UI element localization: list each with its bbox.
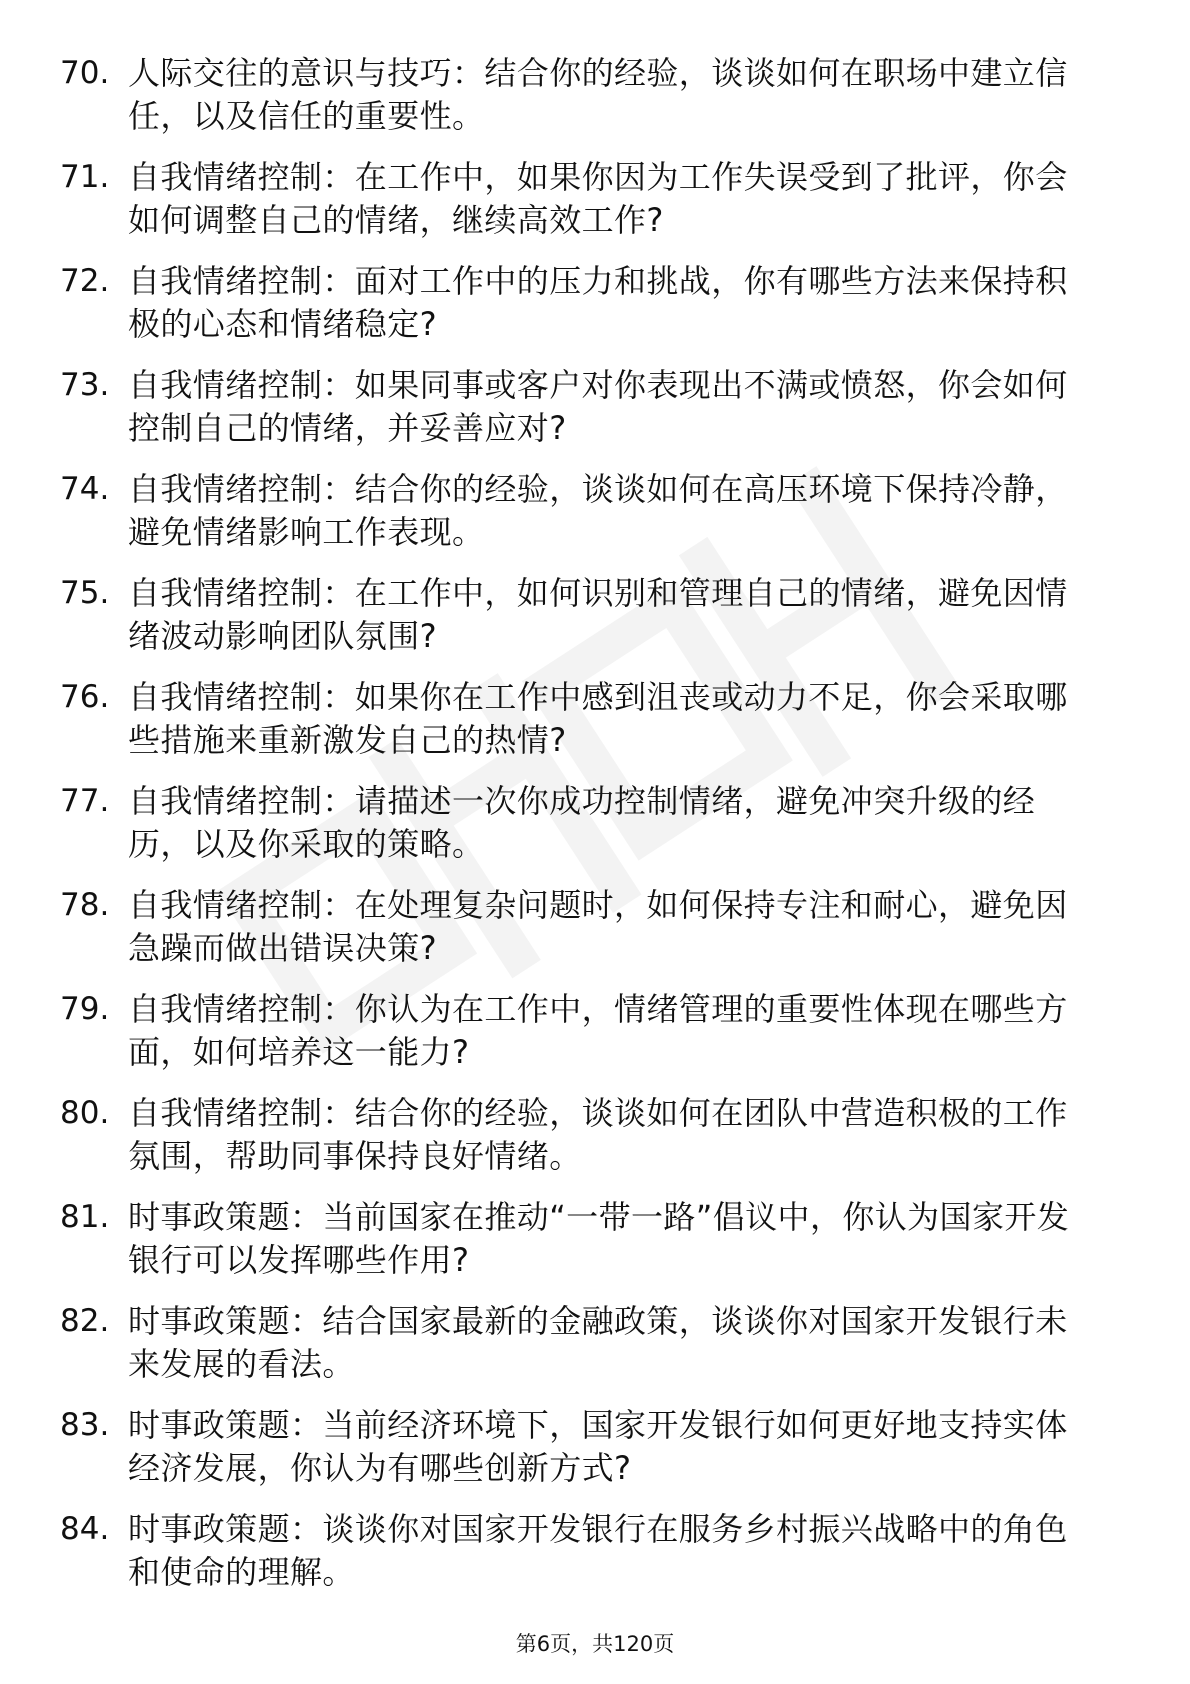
question-text: 自我情绪控制：面对工作中的压力和挑战，你有哪些方法来保持积极的心态和情绪稳定? — [128, 262, 1068, 343]
question-number: 79. — [60, 991, 110, 1027]
question-number: 73. — [60, 367, 110, 403]
question-item — [0, 364, 1190, 468]
question-number: 75. — [60, 575, 110, 611]
question-item — [0, 260, 1190, 364]
question-number: 84. — [60, 1511, 110, 1547]
question-number: 80. — [60, 1095, 110, 1131]
question-text: 自我情绪控制：在处理复杂问题时，如何保持专注和耐心，避免因急躁而做出错误决策? — [128, 886, 1068, 967]
question-number: 83. — [60, 1407, 110, 1443]
question-number: 77. — [60, 783, 110, 819]
question-text: 时事政策题：谈谈你对国家开发银行在服务乡村振兴战略中的角色和使命的理解。 — [128, 1510, 1068, 1591]
question-item — [0, 1404, 1190, 1508]
question-item — [0, 676, 1190, 780]
question-number: 81. — [60, 1199, 110, 1235]
question-item — [0, 1300, 1190, 1404]
question-text: 时事政策题：当前国家在推动“一带一路”倡议中，你认为国家开发银行可以发挥哪些作用? — [128, 1198, 1070, 1279]
question-number: 72. — [60, 263, 110, 299]
question-number: 76. — [60, 679, 110, 715]
question-item — [0, 572, 1190, 676]
question-text: 自我情绪控制：请描述一次你成功控制情绪，避免冲突升级的经历，以及你采取的策略。 — [128, 782, 1036, 863]
question-item — [0, 52, 1190, 156]
question-number: 70. — [60, 55, 110, 91]
question-text: 人际交往的意识与技巧：结合你的经验，谈谈如何在职场中建立信任，以及信任的重要性。 — [128, 54, 1068, 135]
question-item — [0, 1092, 1190, 1196]
question-item — [0, 156, 1190, 260]
question-text: 时事政策题：结合国家最新的金融政策，谈谈你对国家开发银行未来发展的看法。 — [128, 1302, 1068, 1383]
question-text: 自我情绪控制：在工作中，如何识别和管理自己的情绪，避免因情绪波动影响团队氛围? — [128, 574, 1068, 655]
question-text: 自我情绪控制：在工作中，如果你因为工作失误受到了批评，你会如何调整自己的情绪，继续高效工作? — [128, 158, 1068, 239]
question-text: 自我情绪控制：如果你在工作中感到沮丧或动力不足，你会采取哪些措施来重新激发自己的热情? — [128, 678, 1068, 759]
question-number: 82. — [60, 1303, 110, 1339]
page-footer: 第6页，共120页 — [515, 1632, 675, 1656]
question-text: 自我情绪控制：结合你的经验，谈谈如何在团队中营造积极的工作氛围，帮助同事保持良好情绪。 — [128, 1094, 1068, 1175]
question-number: 78. — [60, 887, 110, 923]
question-item — [0, 988, 1190, 1092]
question-number: 74. — [60, 471, 110, 507]
question-text: 自我情绪控制：结合你的经验，谈谈如何在高压环境下保持冷静，避免情绪影响工作表现。 — [128, 470, 1068, 551]
question-item — [0, 1196, 1190, 1300]
question-text: 时事政策题：当前经济环境下，国家开发银行如何更好地支持实体经济发展，你认为有哪些创新方式? — [128, 1406, 1068, 1487]
question-text: 自我情绪控制：如果同事或客户对你表现出不满或愤怒，你会如何控制自己的情绪，并妥善应对? — [128, 366, 1068, 447]
question-item — [0, 780, 1190, 884]
question-list — [0, 52, 1190, 1612]
question-text: 自我情绪控制：你认为在工作中，情绪管理的重要性体现在哪些方面，如何培养这一能力? — [128, 990, 1068, 1071]
question-item — [0, 1508, 1190, 1612]
question-item — [0, 884, 1190, 988]
question-item — [0, 468, 1190, 572]
question-number: 71. — [60, 159, 110, 195]
